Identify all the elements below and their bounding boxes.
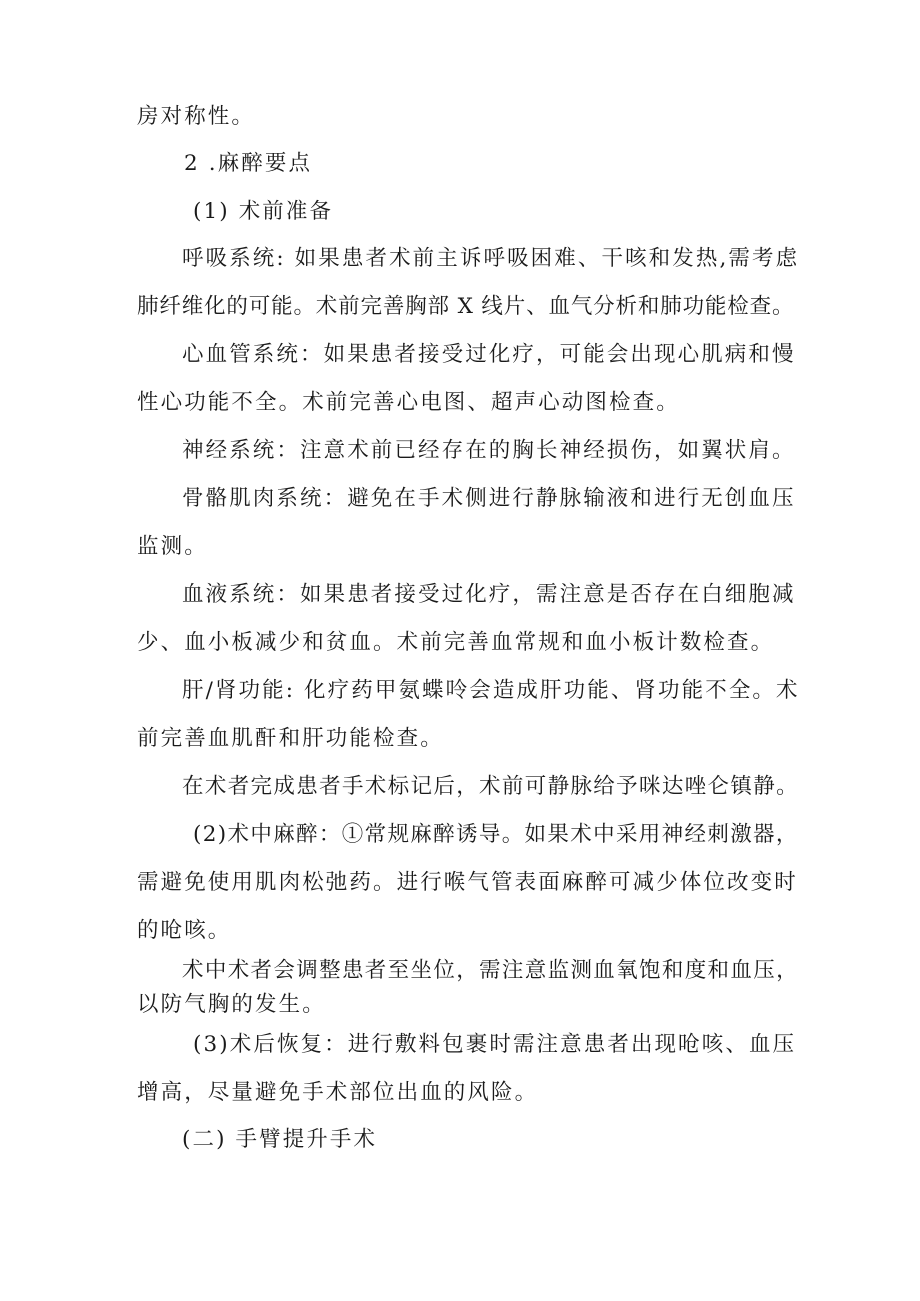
paragraph-line: 房对称性。 (137, 104, 256, 129)
paragraph-line: 监测。 (137, 534, 208, 559)
paragraph-line: 以防气胸的发生。 (137, 992, 326, 1017)
paragraph-line: 少、血小板减少和贫血。术前完善血常规和血小板计数检查。 (137, 630, 775, 655)
paragraph-line: 需避免使用肌肉松弛药。进行喉气管表面麻醉可减少体位改变时 (137, 870, 798, 895)
paragraph-line: 神经系统：注意术前已经存在的胸长神经损伤，如翼状肩。 (182, 438, 796, 463)
paragraph-line: 增高，尽量避免手术部位出血的风险。 (137, 1080, 539, 1105)
paragraph-line: 骨骼肌肉系统：避免在手术侧进行静脉输液和进行无创血压 (182, 486, 796, 511)
paragraph-line: 的呛咳。 (137, 918, 232, 943)
subsection-heading: (1) 术前准备 (193, 199, 334, 224)
paragraph-line: 血液系统：如果患者接受过化疗，需注意是否存在白细胞减 (182, 582, 796, 607)
paragraph-line: 心血管系统：如果患者接受过化疗，可能会出现心肌病和慢 (182, 342, 796, 367)
paragraph-line: 前完善血肌酐和肝功能检查。 (137, 726, 444, 751)
paragraph-line: 肝/肾功能: 化疗药甲氨蝶呤会造成肝功能、肾功能不全。术 (182, 678, 800, 703)
paragraph-line: 肺纤维化的可能。术前完善胸部 X 线片、血气分析和肺功能检查。 (137, 294, 795, 319)
paragraph-line: (2)术中麻醉：①常规麻醉诱导。如果术中采用神经刺激器， (193, 822, 799, 847)
paragraph-line: (3)术后恢复：进行敷料包裹时需注意患者出现呛咳、血压 (193, 1032, 797, 1057)
paragraph-line: 呼吸系统: 如果患者术前主诉呼吸困难、干咳和发热,需考虑 (182, 246, 800, 271)
section-heading: (二) 手臂提升手术 (182, 1127, 378, 1152)
paragraph-line: 在术者完成患者手术标记后，术前可静脉给予咪达唑仑镇静。 (182, 774, 799, 799)
paragraph-line: 性心功能不全。术前完善心电图、超声心动图检查。 (137, 390, 680, 415)
section-heading: 2 .麻醉要点 (184, 151, 313, 176)
paragraph-line: 术中术者会调整患者至坐位，需注意监测血氧饱和度和血压， (182, 958, 799, 983)
